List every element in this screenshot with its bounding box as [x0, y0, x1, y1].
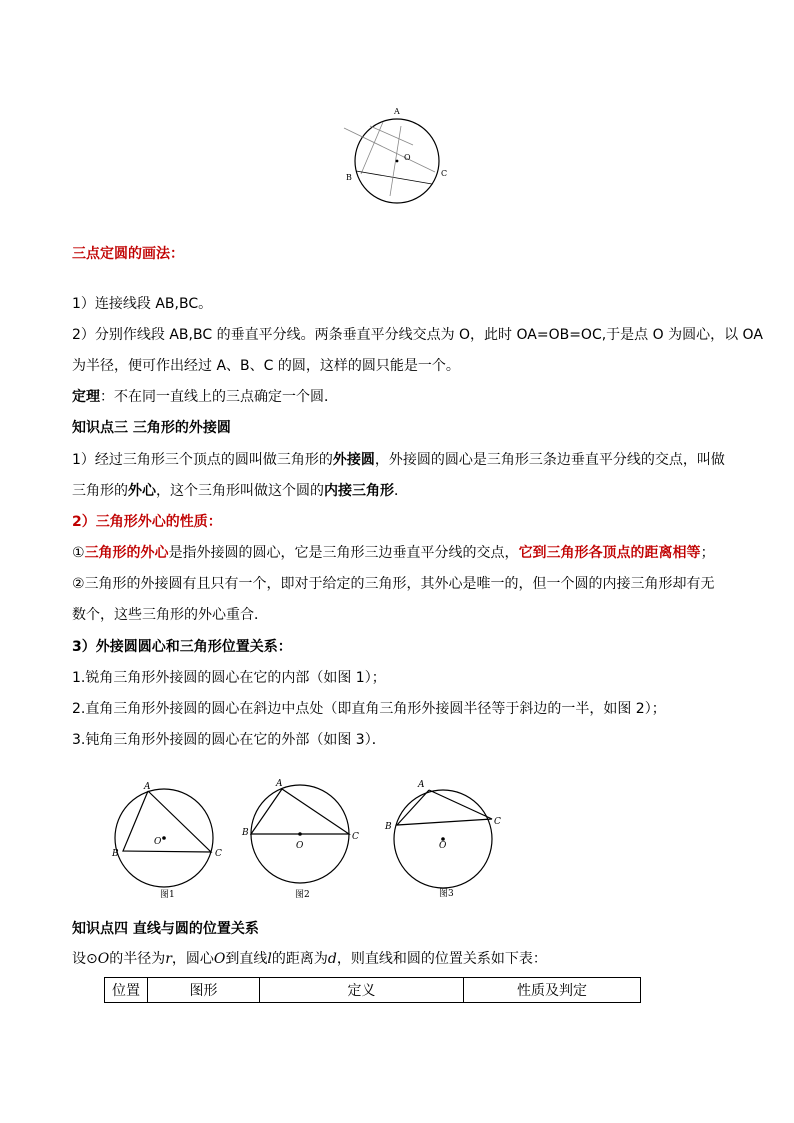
theorem-text: ：不在同一直线上的三点确定一个圆．	[100, 389, 338, 405]
prop-1	[72, 543, 715, 563]
theorem-label: 定理	[72, 389, 100, 405]
fig1-c: C	[215, 849, 222, 859]
prop1-e: ；	[700, 545, 715, 561]
kp3-p2-title: 2）三角形外心的性质：	[72, 514, 222, 530]
table-header-row	[105, 978, 641, 1003]
fig1-o: O	[154, 837, 162, 847]
kp3-p1-line-1	[72, 450, 725, 470]
heading-method: 三点定圆的画法：	[72, 246, 184, 262]
kp4-intro-dd: d	[327, 951, 337, 967]
fig3-c: C	[494, 817, 501, 827]
figure-2-right	[238, 772, 363, 902]
kp4-intro-l: l	[267, 951, 272, 967]
kp4-intro-e: 的距离为	[271, 951, 328, 967]
figure-3-obtuse	[380, 772, 505, 902]
kp3-title: 知识点三 三角形的外接圆	[72, 420, 231, 436]
kp3-p1-h: ．	[394, 483, 408, 499]
header-position: 位置	[105, 978, 148, 1003]
relation-2: 2.直角三角形外接圆的圆心在斜边中点处（即直角三角形外接圆半径等于斜边的一半，如图 2）；	[72, 701, 666, 717]
fig2-caption: 图2	[295, 890, 310, 900]
header-definition: 定义	[260, 978, 464, 1003]
kp4-intro-b: 的半径为	[109, 951, 166, 967]
kp3-p1-b: 外接圆	[332, 452, 375, 468]
label-c: C	[441, 169, 448, 178]
theorem	[72, 387, 338, 407]
kp4-intro-o2: O	[213, 951, 226, 967]
fig2-o: O	[296, 841, 304, 851]
kp4-intro-o: O	[97, 951, 110, 967]
fig3-caption: 图3	[439, 889, 454, 899]
step-2-line-2: 为半径，便可作出经过 A、B、C 的圆，这样的圆只能是一个。	[72, 358, 460, 374]
relation-1: 1.锐角三角形外接圆的圆心在它的内部（如图 1）；	[72, 670, 386, 686]
fig3-a: A	[418, 780, 425, 790]
kp3-p1-d: 三角形的	[72, 483, 128, 499]
kp4-intro	[72, 949, 547, 969]
kp3-p1-g: 内接三角形	[324, 483, 394, 499]
fig2-a: A	[276, 779, 283, 789]
prop1-d: 它到三角形各顶点的距离相等	[518, 545, 701, 561]
label-o: O	[404, 153, 411, 162]
kp4-intro-f: ，则直线和圆的位置关系如下表：	[336, 951, 547, 967]
relation-3: 3.钝角三角形外接圆的圆心在它的外部（如图 3）．	[72, 732, 386, 748]
kp4-intro-r: r	[165, 951, 172, 967]
prop-2-line-2: 数个，这些三角形的外心重合．	[72, 607, 268, 623]
kp4-title: 知识点四 直线与圆的位置关系	[72, 921, 259, 937]
fig1-b: B	[112, 849, 119, 859]
position-table	[104, 977, 641, 1003]
label-b: B	[346, 173, 352, 182]
prop1-c: 是指外接圆的圆心，它是三角形三边垂直平分线的交点，	[168, 545, 519, 561]
prop1-a: ①	[72, 545, 85, 561]
fig1-caption: 图1	[160, 890, 175, 900]
fig2-b: B	[242, 828, 249, 838]
header-figure: 图形	[148, 978, 260, 1003]
kp4-intro-a: 设⊙	[72, 951, 98, 967]
kp3-p3-title: 3）外接圆圆心和三角形位置关系：	[72, 639, 292, 655]
kp4-intro-d: 到直线	[225, 951, 268, 967]
kp3-p1-a: 1）经过三角形三个顶点的圆叫做三角形的	[72, 452, 333, 468]
header-property: 性质及判定	[464, 978, 641, 1003]
step-1: 1）连接线段 AB,BC。	[72, 296, 213, 312]
circle-construction-figure	[335, 100, 460, 210]
fig2-c: C	[352, 832, 359, 842]
kp4-intro-c: ，圆心	[171, 951, 214, 967]
prop1-b: 三角形的外心	[84, 545, 169, 561]
fig3-o: O	[439, 841, 447, 851]
kp3-p1-e: 外心	[128, 483, 156, 499]
fig1-a: A	[144, 782, 151, 792]
figure-1-acute	[105, 772, 230, 902]
label-a: A	[394, 107, 400, 116]
kp3-p1-f: ，这个三角形叫做这个圆的	[156, 483, 324, 499]
step-2-line-1: 2）分别作线段 AB,BC 的垂直平分线。两条垂直平分线交点为 O，此时 OA=OB=OC,于是点 O 为圆心，以 OA	[72, 327, 763, 343]
fig3-b: B	[385, 822, 392, 832]
prop-2-line-1: ②三角形的外接圆有且只有一个，即对于给定的三角形，其外心是唯一的，但一个圆的内接三角形却有无	[72, 576, 715, 592]
kp3-p1-c: ，外接圆的圆心是三角形三条边垂直平分线的交点，叫做	[374, 452, 725, 468]
kp3-p1-line-2	[72, 481, 408, 501]
